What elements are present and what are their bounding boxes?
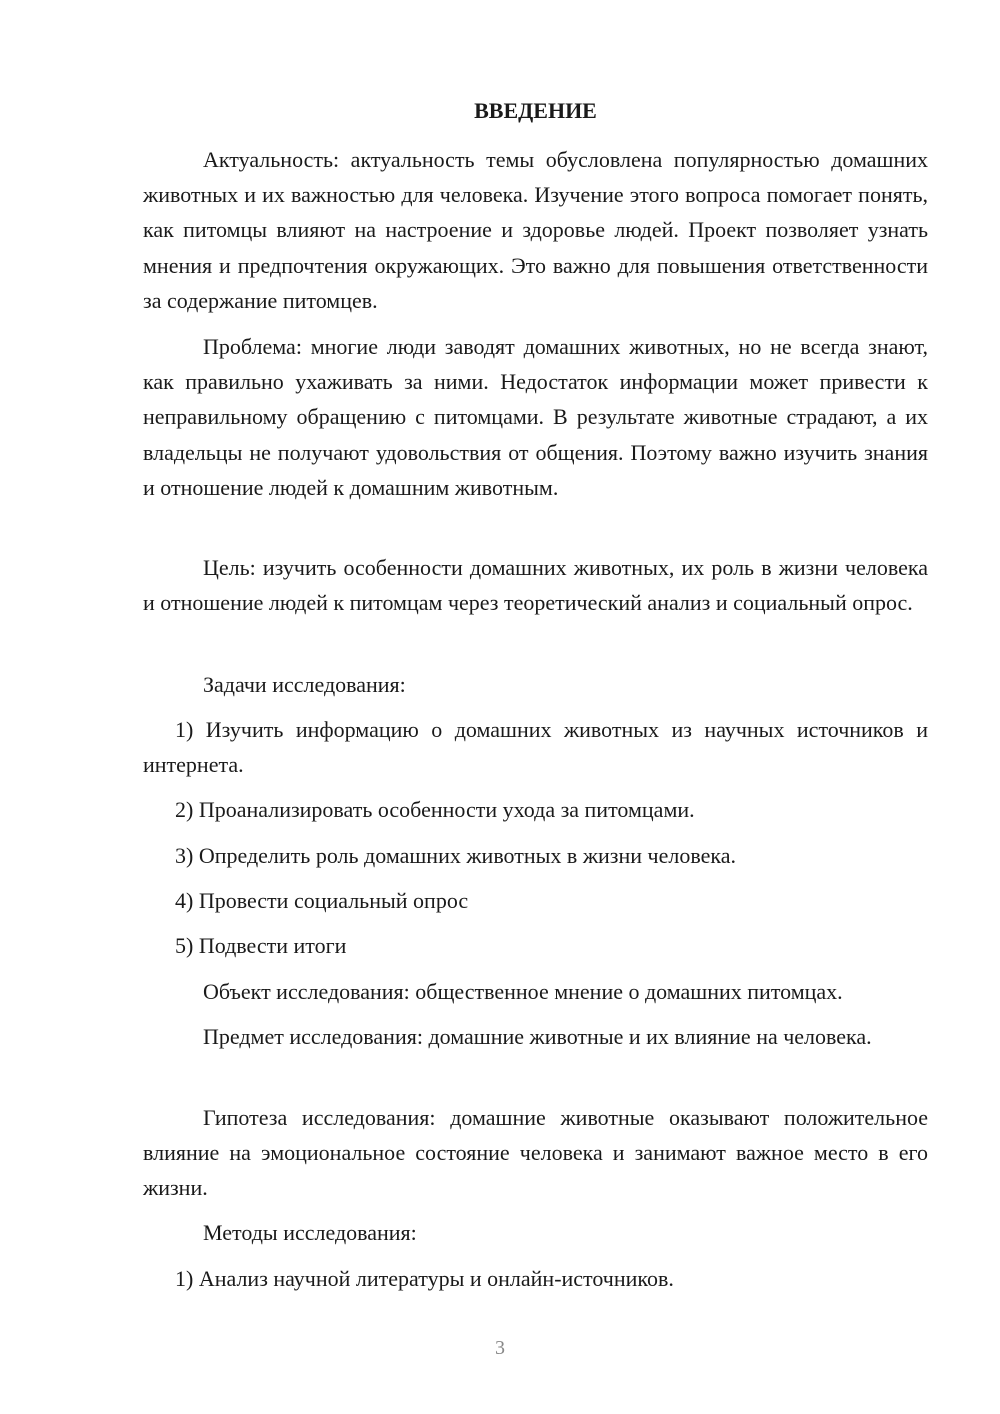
problem-paragraph: Проблема: многие люди заводят домашних животных, но не всегда знают, как правильно ухаживать за ними. Недостаток информации может привести к неправильному обращению с питомцами. В результате животные страдают, а их владельцы не получают удовольствия от общения. Поэтому важно изучить знания и отношение людей к домашним животным. — [143, 334, 928, 500]
methods-heading: Методы исследования: — [203, 1220, 417, 1245]
method-item-1: 1) Анализ научной литературы и онлайн-источников. — [175, 1266, 674, 1291]
hypothesis-paragraph: Гипотеза исследования: домашние животные оказывают положительное влияние на эмоциональное состояние человека и занимают важное место в его жизни. — [143, 1105, 928, 1201]
object-paragraph: Объект исследования: общественное мнение о домашних питомцах. — [203, 979, 843, 1004]
task-item-5: 5) Подвести итоги — [175, 933, 347, 958]
task-item-1: 1) Изучить информацию о домашних животных из научных источников и интернета. — [143, 717, 928, 778]
relevance-paragraph: Актуальность: актуальность темы обусловлена популярностью домашних животных и их важностью для человека. Изучение этого вопроса помогает понять, как питомцы влияют на настроение и здоровье людей. Проект позволяет узнать мнения и предпочтения окружающих. Это важно для повышения ответственности за содержание питомцев. — [143, 147, 928, 313]
task-item-3: 3) Определить роль домашних животных в жизни человека. — [175, 843, 736, 868]
goal-paragraph: Цель: изучить особенности домашних животных, их роль в жизни человека и отношение людей к питомцам через теоретический анализ и социальный опрос. — [143, 555, 928, 616]
task-item-4: 4) Провести социальный опрос — [175, 888, 469, 913]
tasks-heading: Задачи исследования: — [203, 672, 406, 697]
section-title: ВВЕДЕНИЕ — [474, 98, 597, 123]
page-number: 3 — [495, 1337, 505, 1359]
task-item-2: 2) Проанализировать особенности ухода за питомцами. — [175, 797, 695, 822]
subject-paragraph: Предмет исследования: домашние животные и их влияние на человека. — [203, 1024, 872, 1049]
